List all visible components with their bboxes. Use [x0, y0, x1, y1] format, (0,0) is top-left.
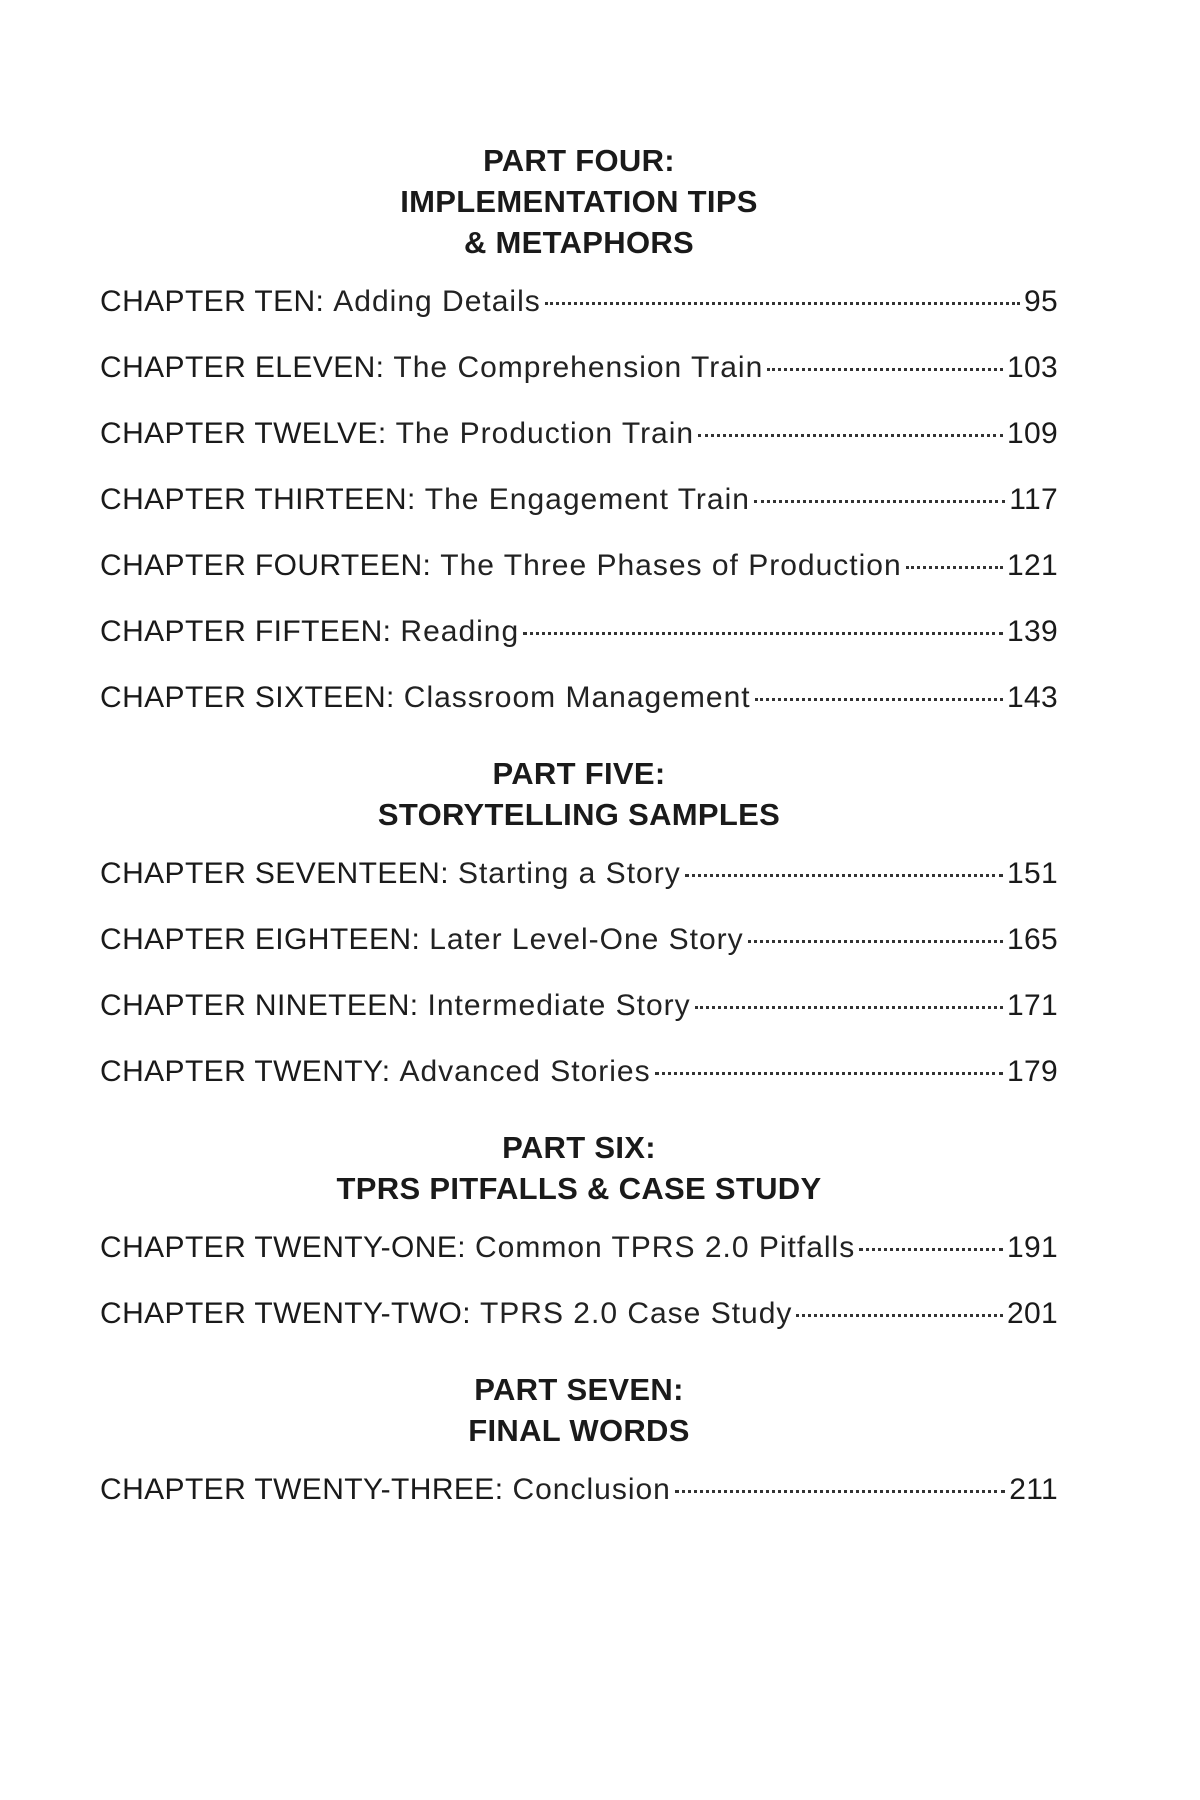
toc-part [100, 1369, 1058, 1539]
chapter-title: Classroom Management [403, 681, 751, 714]
chapter-label: CHAPTER TWENTY: [100, 1055, 391, 1088]
dot-leader [655, 1072, 1003, 1075]
page-number: 201 [1007, 1297, 1058, 1330]
dot-leader [675, 1490, 1005, 1493]
part-heading [100, 140, 1058, 263]
toc-entry [100, 285, 1058, 351]
dot-leader [767, 368, 1003, 371]
toc-entry [100, 857, 1058, 923]
chapter-label: CHAPTER NINETEEN: [100, 989, 419, 1022]
part-heading [100, 1127, 1058, 1209]
dot-leader [545, 302, 1020, 305]
dot-leader [755, 698, 1003, 701]
dot-leader [695, 1006, 1003, 1009]
page-number: 165 [1007, 923, 1058, 956]
chapter-label: CHAPTER ELEVEN: [100, 351, 385, 384]
toc-entry [100, 351, 1058, 417]
chapter-label: CHAPTER TWELVE: [100, 417, 387, 450]
chapter-list [100, 1473, 1058, 1539]
part-heading-line: PART SIX: [502, 1130, 656, 1165]
dot-leader [754, 500, 1005, 503]
chapter-label: CHAPTER TWENTY-ONE: [100, 1231, 466, 1264]
part-heading-line: PART FIVE: [492, 756, 666, 791]
chapter-list [100, 285, 1058, 747]
part-heading-line: IMPLEMENTATION TIPS [400, 184, 758, 219]
toc-part [100, 753, 1058, 1121]
page-number: 191 [1007, 1231, 1058, 1264]
chapter-label: CHAPTER TWENTY-THREE: [100, 1473, 504, 1506]
chapter-title: Later Level-One Story [429, 923, 744, 956]
toc-entry [100, 549, 1058, 615]
toc-entry [100, 989, 1058, 1055]
part-heading [100, 753, 1058, 835]
dot-leader [796, 1314, 1003, 1317]
dot-leader [523, 632, 1003, 635]
toc-entry [100, 1473, 1058, 1539]
page-number: 121 [1007, 549, 1058, 582]
chapter-title: TPRS 2.0 Case Study [479, 1297, 793, 1330]
chapter-list [100, 1231, 1058, 1363]
chapter-title: Reading [400, 615, 520, 648]
dot-leader [748, 940, 1003, 943]
page-number: 179 [1007, 1055, 1058, 1088]
toc-entry [100, 1231, 1058, 1297]
chapter-label: CHAPTER EIGHTEEN: [100, 923, 421, 956]
page-number: 143 [1007, 681, 1058, 714]
dot-leader [859, 1248, 1003, 1251]
chapter-label: CHAPTER FOURTEEN: [100, 549, 432, 582]
toc-entry [100, 681, 1058, 747]
chapter-title: The Three Phases of Production [440, 549, 902, 582]
chapter-title: The Comprehension Train [393, 351, 764, 384]
toc-part [100, 140, 1058, 747]
chapter-title: Conclusion [512, 1473, 671, 1506]
page-number: 117 [1009, 483, 1058, 516]
page-number: 151 [1007, 857, 1058, 890]
part-heading-line: FINAL WORDS [468, 1413, 690, 1448]
toc-part [100, 1127, 1058, 1363]
chapter-title: Adding Details [333, 285, 541, 318]
toc-entry [100, 1055, 1058, 1121]
part-heading-line: PART FOUR: [483, 143, 675, 178]
toc-entry [100, 615, 1058, 681]
toc-entry [100, 417, 1058, 483]
chapter-label: CHAPTER SEVENTEEN: [100, 857, 449, 890]
page-number: 95 [1024, 285, 1058, 318]
chapter-list [100, 857, 1058, 1121]
page-number: 103 [1007, 351, 1058, 384]
chapter-title: Starting a Story [457, 857, 681, 890]
part-heading-line: & METAPHORS [463, 225, 695, 260]
chapter-title: Intermediate Story [427, 989, 691, 1022]
dot-leader [698, 434, 1003, 437]
toc-entry [100, 483, 1058, 549]
chapter-title: The Production Train [395, 417, 695, 450]
chapter-title: The Engagement Train [424, 483, 750, 516]
part-heading-line: STORYTELLING SAMPLES [377, 797, 781, 832]
part-heading [100, 1369, 1058, 1451]
toc-entry [100, 1297, 1058, 1363]
dot-leader [906, 566, 1003, 569]
table-of-contents [100, 140, 1058, 1539]
chapter-label: CHAPTER SIXTEEN: [100, 681, 395, 714]
chapter-title: Common TPRS 2.0 Pitfalls [474, 1231, 856, 1264]
page-number: 211 [1009, 1473, 1058, 1506]
chapter-label: CHAPTER THIRTEEN: [100, 483, 416, 516]
dot-leader [685, 874, 1003, 877]
chapter-label: CHAPTER FIFTEEN: [100, 615, 392, 648]
chapter-label: CHAPTER TEN: [100, 285, 325, 318]
part-heading-line: PART SEVEN: [474, 1372, 684, 1407]
part-heading-line: TPRS PITFALLS & CASE STUDY [336, 1171, 822, 1206]
chapter-label: CHAPTER TWENTY-TWO: [100, 1297, 471, 1330]
chapter-title: Advanced Stories [399, 1055, 651, 1088]
toc-entry [100, 923, 1058, 989]
page-number: 109 [1007, 417, 1058, 450]
page-number: 139 [1007, 615, 1058, 648]
page-number: 171 [1007, 989, 1058, 1022]
